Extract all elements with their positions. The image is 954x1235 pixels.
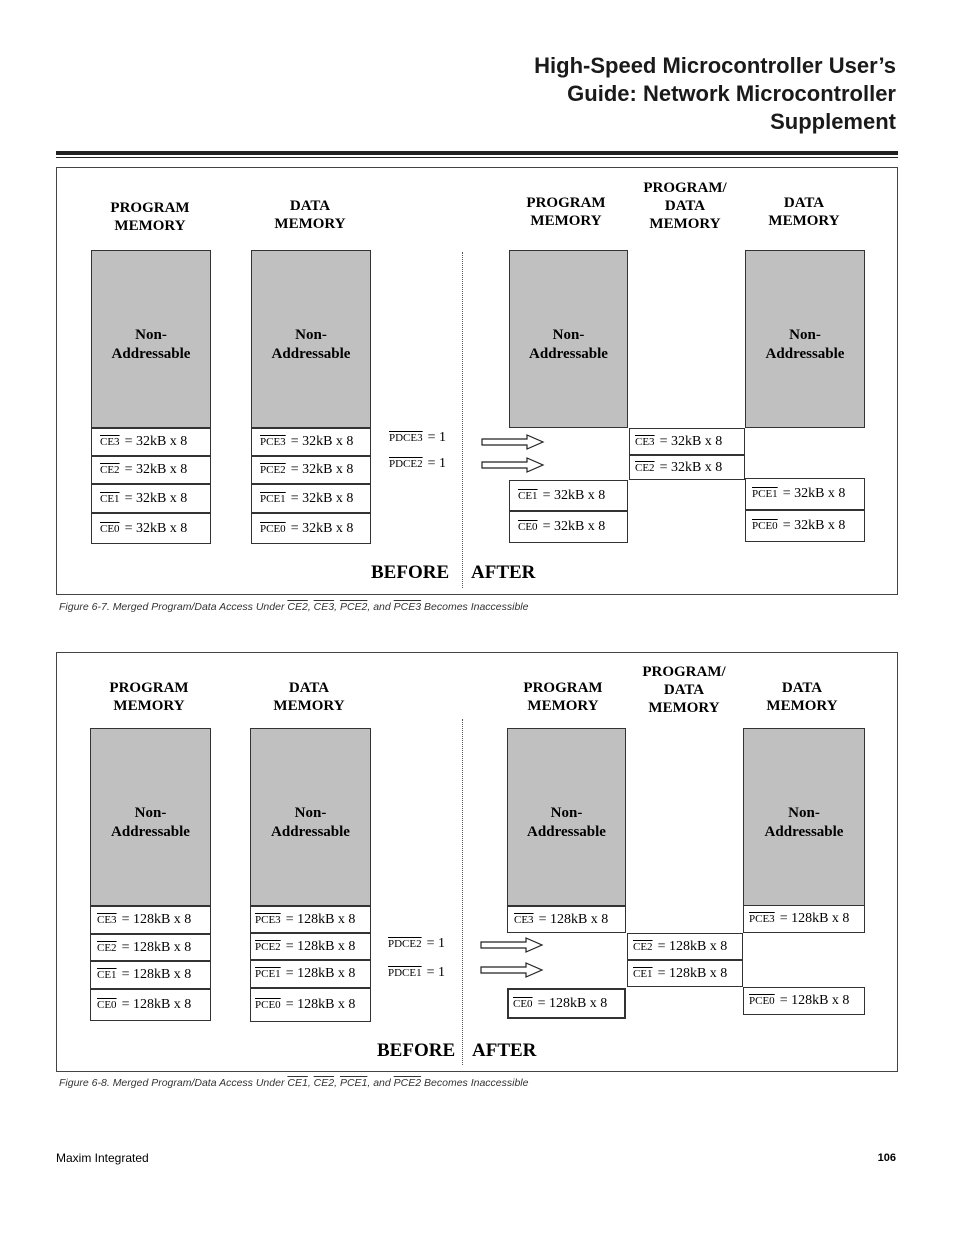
figure-6-7 xyxy=(56,167,898,595)
memory-cell: PCE0 = 128kB x 8 xyxy=(743,987,865,1015)
memory-cell: CE3 = 32kB x 8 xyxy=(91,428,211,456)
footer-company: Maxim Integrated xyxy=(56,1151,149,1165)
memory-cell: PCE0 = 128kB x 8 xyxy=(250,988,371,1022)
non-addressable-block: Non- Addressable xyxy=(507,728,626,906)
header-rule-thin xyxy=(56,157,898,158)
memory-cell: PCE1 = 128kB x 8 xyxy=(250,960,371,988)
memory-cell: PCE0 = 32kB x 8 xyxy=(745,510,865,542)
right-arrow-icon xyxy=(481,457,545,473)
memory-cell: CE3 = 32kB x 8 xyxy=(629,428,745,455)
memory-cell: CE0 = 128kB x 8 xyxy=(90,989,211,1021)
figure-6-8 xyxy=(56,652,898,1072)
non-addressable-block: Non- Addressable xyxy=(90,728,211,906)
before-label: BEFORE xyxy=(377,1040,456,1061)
page-title xyxy=(534,52,896,136)
page-number: 106 xyxy=(877,1152,896,1164)
memory-cell: CE2 = 128kB x 8 xyxy=(90,934,211,961)
memory-cell: PCE3 = 128kB x 8 xyxy=(250,906,371,933)
memory-cell: CE1 = 128kB x 8 xyxy=(627,960,743,987)
memory-cell: CE2 = 32kB x 8 xyxy=(91,456,211,484)
header-program-memory-after: PROGRAM MEMORY xyxy=(523,680,603,714)
memory-cell: PCE1 = 32kB x 8 xyxy=(745,478,865,510)
memory-cell: CE3 = 128kB x 8 xyxy=(90,906,211,934)
header-data-memory-after: DATA MEMORY xyxy=(768,195,840,229)
memory-cell: PCE2 = 128kB x 8 xyxy=(250,933,371,960)
memory-cell: PCE0 = 32kB x 8 xyxy=(251,513,371,544)
header-program-memory-before: PROGRAM MEMORY xyxy=(110,200,190,234)
flag-label: PDCE3 = 1 xyxy=(389,430,447,445)
memory-cell: CE1 = 128kB x 8 xyxy=(90,961,211,989)
non-addressable-block: Non- Addressable xyxy=(251,250,371,428)
title-line-1: High-Speed Microcontroller User’s xyxy=(534,53,896,78)
non-addressable-block: Non- Addressable xyxy=(509,250,628,428)
after-label: AFTER xyxy=(472,1040,537,1061)
memory-cell: CE0 = 32kB x 8 xyxy=(91,513,211,544)
after-label: AFTER xyxy=(471,562,536,583)
non-addressable-block: Non- Addressable xyxy=(743,728,865,906)
memory-cell: CE1 = 32kB x 8 xyxy=(509,480,628,511)
figure-caption: Figure 6-8. Merged Program/Data Access Under CE1, CE2, PCE1, and PCE2 Becomes Inaccessible xyxy=(59,1077,529,1089)
before-label: BEFORE xyxy=(371,562,450,583)
flag-label: PDCE2 = 1 xyxy=(389,456,447,471)
memory-cell: CE2 = 128kB x 8 xyxy=(627,933,743,960)
header-data-memory-before: DATA MEMORY xyxy=(274,198,346,232)
header-data-memory-after: DATA MEMORY xyxy=(766,680,838,714)
before-after-separator xyxy=(462,252,463,588)
right-arrow-icon xyxy=(481,434,545,450)
memory-cell: PCE1 = 32kB x 8 xyxy=(251,484,371,513)
header-data-memory-before: DATA MEMORY xyxy=(273,680,345,714)
header-rule-thick xyxy=(56,151,898,155)
memory-cell: CE0 = 32kB x 8 xyxy=(509,511,628,543)
memory-cell: CE1 = 32kB x 8 xyxy=(91,484,211,513)
memory-cell: CE0 = 128kB x 8 xyxy=(507,988,626,1019)
flag-label: PDCE2 = 1 xyxy=(388,936,446,951)
right-arrow-icon xyxy=(480,962,544,978)
title-line-3: Supplement xyxy=(770,109,896,134)
memory-cell: CE2 = 32kB x 8 xyxy=(629,455,745,480)
memory-cell: PCE3 = 32kB x 8 xyxy=(251,428,371,456)
figure-caption: Figure 6-7. Merged Program/Data Access Under CE2, CE3, PCE2, and PCE3 Becomes Inaccessible xyxy=(59,601,529,613)
memory-cell: CE3 = 128kB x 8 xyxy=(507,906,626,933)
memory-cell: PCE2 = 32kB x 8 xyxy=(251,456,371,484)
header-program-memory-before: PROGRAM MEMORY xyxy=(109,680,189,714)
header-program-memory-after: PROGRAM MEMORY xyxy=(526,195,606,229)
header-program-data-memory-after: PROGRAM/ DATA MEMORY xyxy=(643,180,727,232)
flag-label: PDCE1 = 1 xyxy=(388,965,446,980)
title-line-2: Guide: Network Microcontroller xyxy=(567,81,896,106)
non-addressable-block: Non- Addressable xyxy=(745,250,865,428)
right-arrow-icon xyxy=(480,937,544,953)
before-after-separator xyxy=(462,719,463,1065)
header-program-data-memory-after: PROGRAM/ DATA MEMORY xyxy=(642,664,726,715)
non-addressable-block: Non- Addressable xyxy=(91,250,211,428)
memory-cell: PCE3 = 128kB x 8 xyxy=(743,905,865,933)
non-addressable-block: Non- Addressable xyxy=(250,728,371,906)
